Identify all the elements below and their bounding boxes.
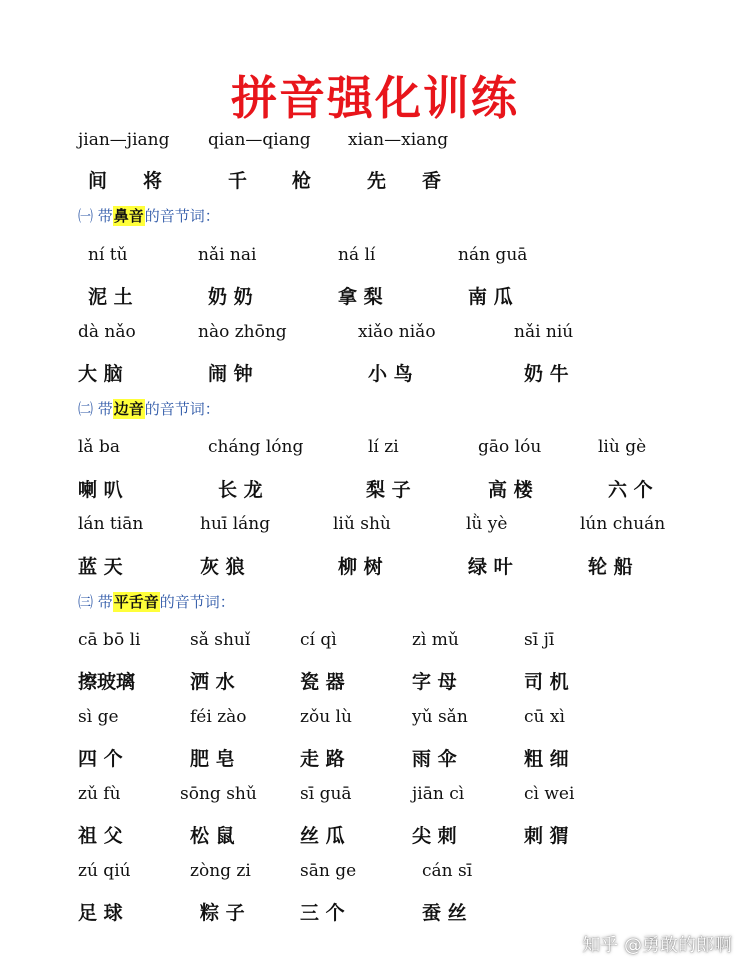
pinyin-cell: cū xì bbox=[524, 707, 565, 727]
hanzi-cell: 四 个 bbox=[78, 748, 123, 770]
pinyin-cell: sì ge bbox=[78, 707, 119, 727]
pinyin-cell: liǔ shù bbox=[333, 514, 391, 534]
intro-hanzi: 枪 bbox=[292, 170, 312, 192]
intro-hanzi: 香 bbox=[422, 170, 442, 192]
hanzi-cell: 松 鼠 bbox=[190, 825, 235, 847]
hanzi-cell: 轮 船 bbox=[588, 556, 633, 578]
pinyin-cell: ná lí bbox=[338, 245, 376, 265]
pinyin-cell: nán guā bbox=[458, 245, 528, 265]
watermark: 知乎 @勇敢的郎啊 bbox=[582, 935, 732, 956]
hanzi-cell: 奶 牛 bbox=[524, 363, 569, 385]
hanzi-cell: 长 龙 bbox=[218, 479, 263, 501]
pinyin-cell: cì wei bbox=[524, 784, 575, 804]
hanzi-cell: 绿 叶 bbox=[468, 556, 513, 578]
intro-hanzi: 间 bbox=[88, 170, 108, 192]
pinyin-cell: liù gè bbox=[598, 437, 647, 457]
hanzi-cell: 洒 水 bbox=[190, 671, 235, 693]
hanzi-cell: 蚕 丝 bbox=[422, 902, 467, 924]
intro-pinyin: xian—xiang bbox=[348, 130, 449, 150]
hanzi-cell: 瓷 器 bbox=[300, 671, 345, 693]
hanzi-cell: 足 球 bbox=[78, 902, 123, 924]
hanzi-cell: 喇 叭 bbox=[78, 479, 123, 501]
pinyin-cell: lǎ ba bbox=[78, 437, 120, 457]
hanzi-cell: 闹 钟 bbox=[208, 363, 253, 385]
pinyin-cell: sī guā bbox=[300, 784, 352, 804]
hanzi-cell: 雨 伞 bbox=[412, 748, 457, 770]
pinyin-cell: zòng zi bbox=[190, 861, 251, 881]
hanzi-cell: 刺 猬 bbox=[524, 825, 569, 847]
hanzi-cell: 高 楼 bbox=[488, 479, 533, 501]
pinyin-cell: sǎ shuǐ bbox=[190, 630, 251, 650]
intro-hanzi: 千 bbox=[228, 170, 248, 192]
hanzi-cell: 小 鸟 bbox=[368, 363, 413, 385]
hanzi-cell: 六 个 bbox=[608, 479, 653, 501]
hanzi-cell: 字 母 bbox=[412, 671, 457, 693]
hanzi-cell: 擦玻璃 bbox=[78, 671, 136, 693]
intro-pinyin: qian—qiang bbox=[208, 130, 311, 150]
pinyin-cell: dà nǎo bbox=[78, 322, 136, 342]
pinyin-cell: zǔ fù bbox=[78, 784, 121, 804]
pinyin-cell: yǔ sǎn bbox=[412, 707, 468, 727]
hanzi-cell: 大 脑 bbox=[78, 363, 123, 385]
hanzi-cell: 灰 狼 bbox=[200, 556, 245, 578]
pinyin-cell: lí zi bbox=[368, 437, 399, 457]
pinyin-cell: gāo lóu bbox=[478, 437, 542, 457]
hanzi-cell: 尖 刺 bbox=[412, 825, 457, 847]
hanzi-cell: 蓝 天 bbox=[78, 556, 123, 578]
section-heading-flat-tongue: ㈢ 带平舌音的音节词： bbox=[78, 593, 235, 611]
pinyin-cell: féi zào bbox=[190, 707, 247, 727]
pinyin-cell: lún chuán bbox=[580, 514, 666, 534]
pinyin-cell: sōng shǔ bbox=[180, 784, 257, 804]
pinyin-cell: cán sī bbox=[422, 861, 473, 881]
hanzi-cell: 粗 细 bbox=[524, 748, 569, 770]
pinyin-cell: ní tǔ bbox=[88, 245, 128, 265]
pinyin-cell: zú qiú bbox=[78, 861, 131, 881]
section-heading-lateral: ㈡ 带边音的音节词： bbox=[78, 400, 220, 418]
pinyin-cell: jiān cì bbox=[412, 784, 465, 804]
pinyin-cell: zǒu lù bbox=[300, 707, 352, 727]
pinyin-cell: sān ge bbox=[300, 861, 357, 881]
hanzi-cell: 奶 奶 bbox=[208, 286, 253, 308]
pinyin-cell: lǜ yè bbox=[466, 514, 508, 534]
pinyin-cell: nǎi nai bbox=[198, 245, 257, 265]
intro-pinyin: jian—jiang bbox=[78, 130, 170, 150]
pinyin-cell: huī láng bbox=[200, 514, 271, 534]
hanzi-cell: 南 瓜 bbox=[468, 286, 513, 308]
pinyin-cell: nǎi niú bbox=[514, 322, 574, 342]
hanzi-cell: 走 路 bbox=[300, 748, 345, 770]
intro-hanzi: 先 bbox=[367, 170, 387, 192]
pinyin-cell: zì mǔ bbox=[412, 630, 459, 650]
hanzi-cell: 肥 皂 bbox=[190, 748, 235, 770]
intro-hanzi: 将 bbox=[143, 170, 163, 192]
pinyin-cell: cí qì bbox=[300, 630, 337, 650]
page-title: 拼音强化训练 bbox=[231, 71, 519, 125]
pinyin-cell: cháng lóng bbox=[208, 437, 304, 457]
section-heading-nasal: ㈠ 带鼻音的音节词： bbox=[78, 207, 220, 225]
hanzi-cell: 泥 土 bbox=[88, 286, 133, 308]
pinyin-cell: sī jī bbox=[524, 630, 555, 650]
pinyin-cell: lán tiān bbox=[78, 514, 144, 534]
hanzi-cell: 粽 子 bbox=[200, 902, 245, 924]
hanzi-cell: 司 机 bbox=[524, 671, 569, 693]
hanzi-cell: 梨 子 bbox=[366, 479, 411, 501]
pinyin-cell: xiǎo niǎo bbox=[358, 322, 436, 342]
pinyin-cell: cā bō li bbox=[78, 630, 141, 650]
hanzi-cell: 丝 瓜 bbox=[300, 825, 345, 847]
hanzi-cell: 三 个 bbox=[300, 902, 345, 924]
hanzi-cell: 柳 树 bbox=[338, 556, 383, 578]
pinyin-cell: nào zhōng bbox=[198, 322, 287, 342]
hanzi-cell: 拿 梨 bbox=[338, 286, 383, 308]
hanzi-cell: 祖 父 bbox=[78, 825, 123, 847]
